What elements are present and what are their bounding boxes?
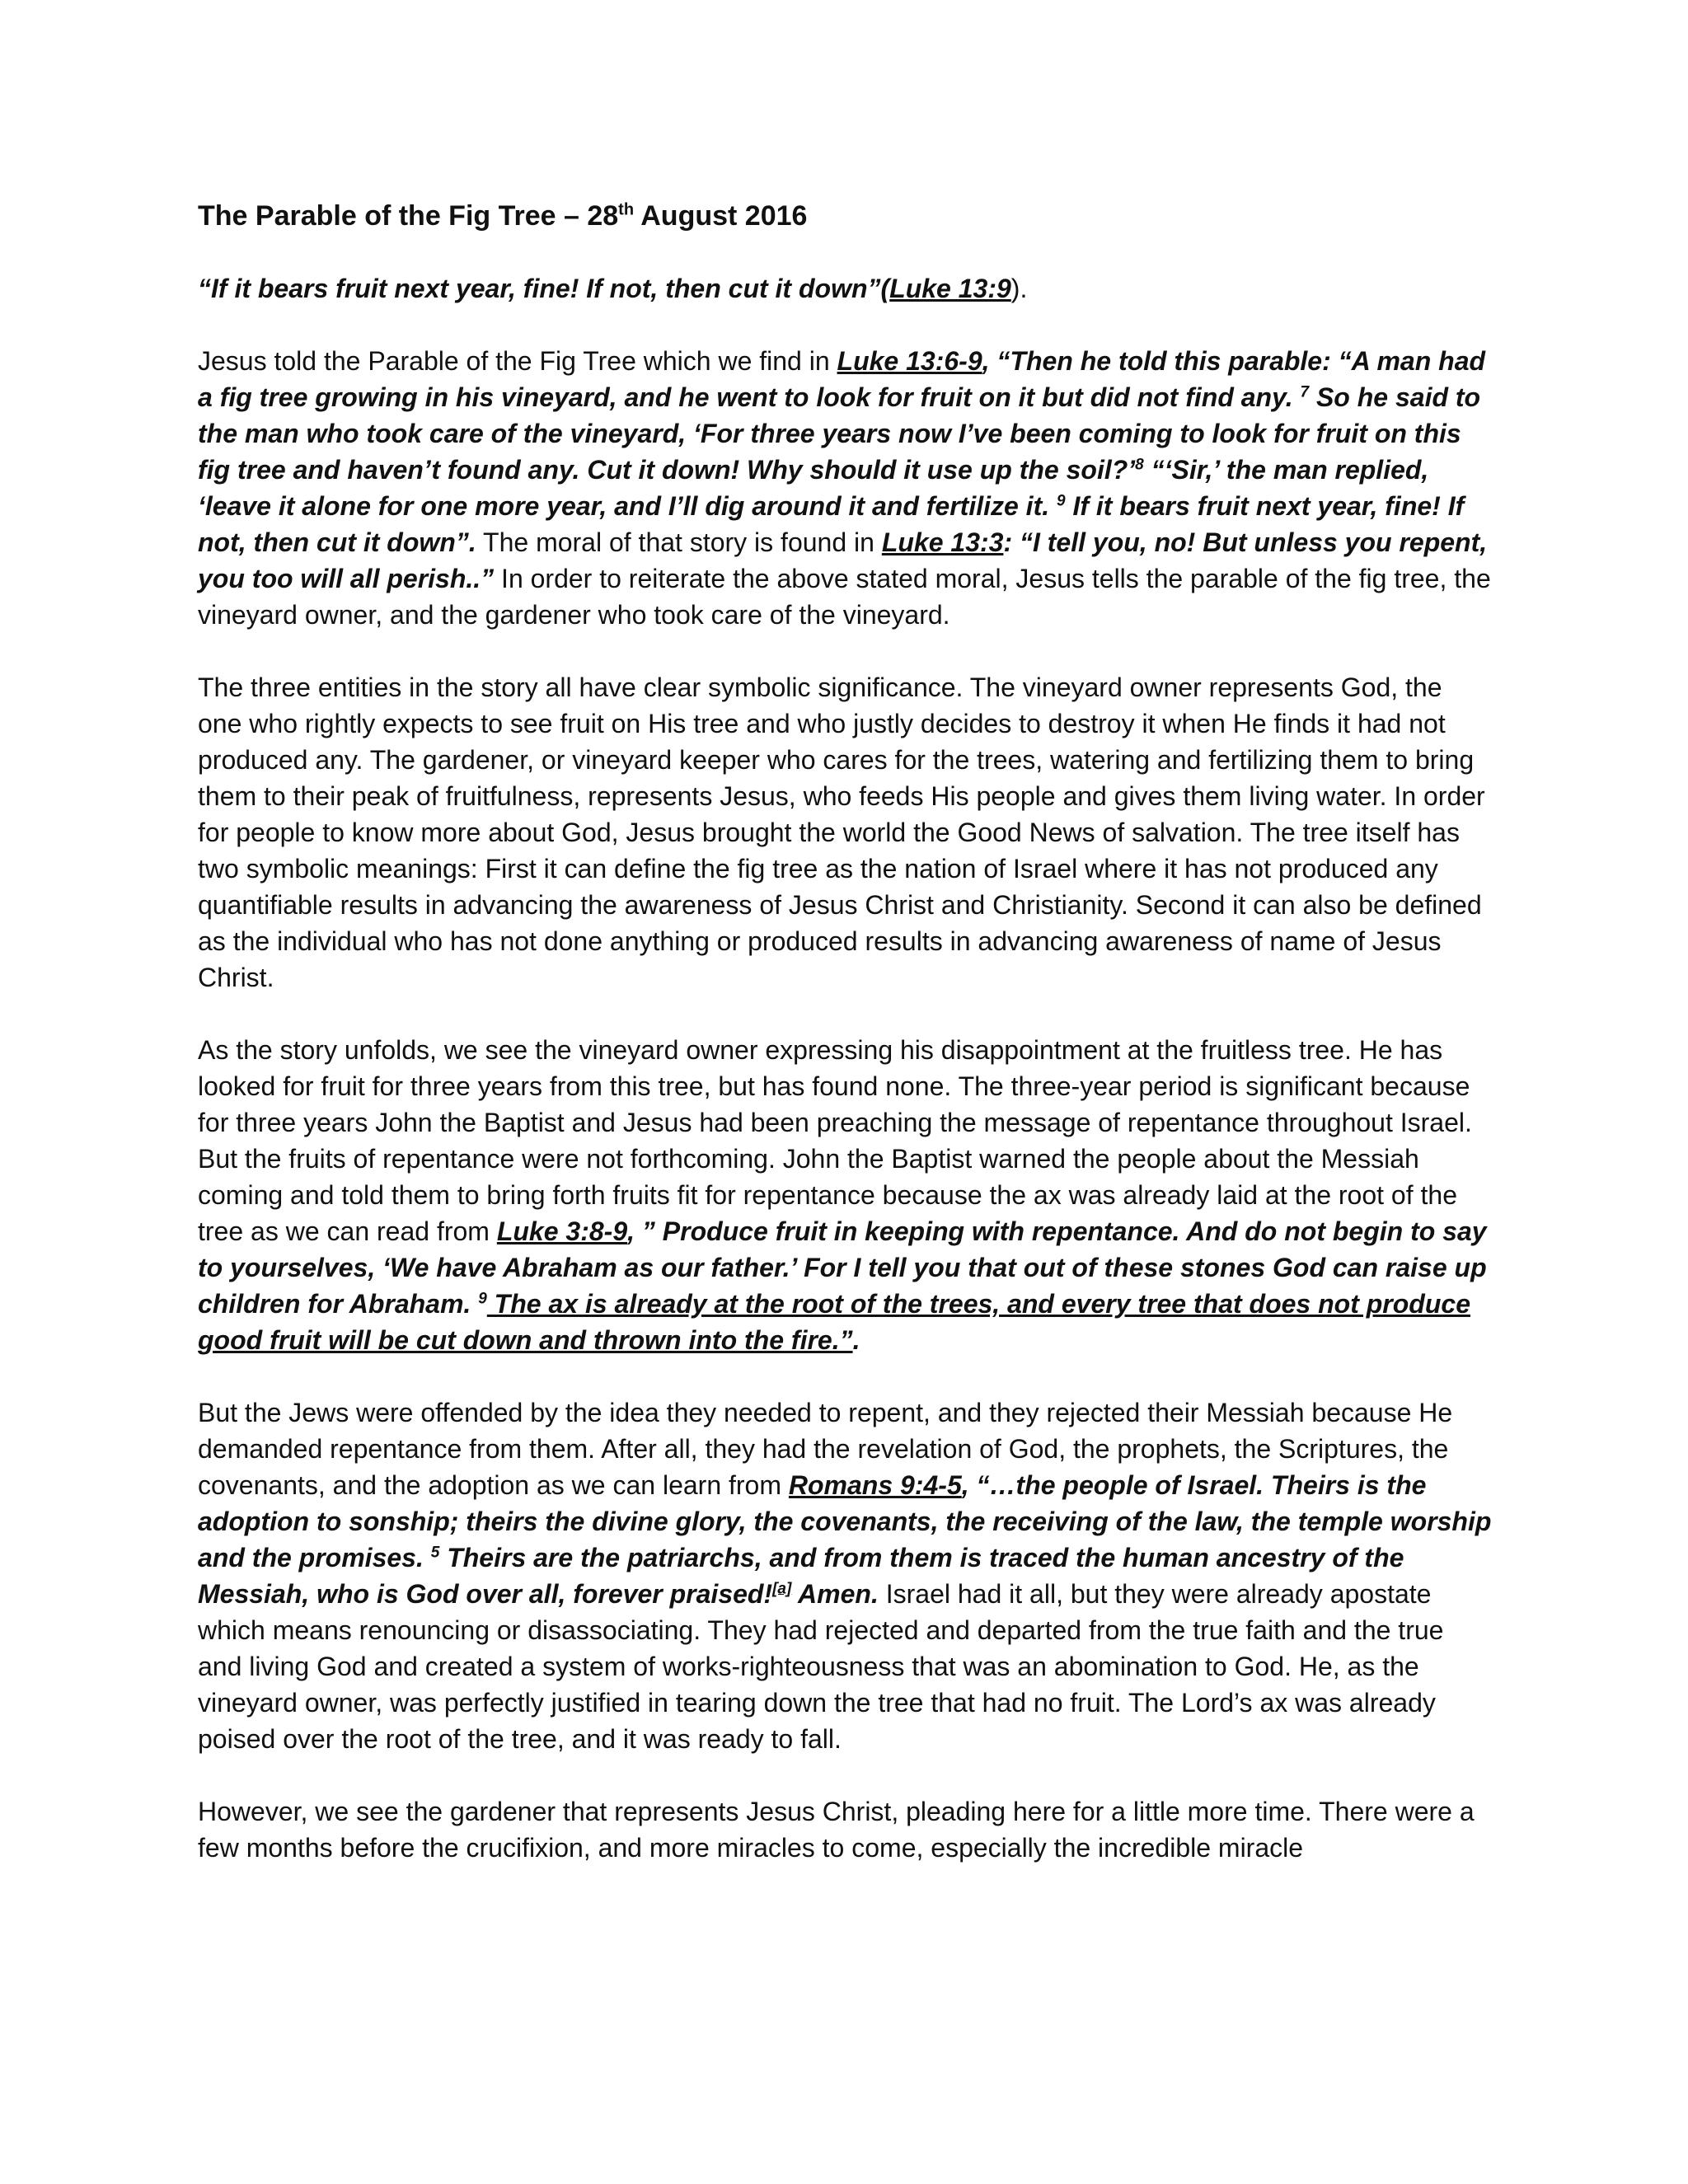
body-text: As the story unfolds, we see the vineyard owner expressing his disappointment at the fruitless tree. He has looked for fruit for three years from this tree, but has found none. The three-year period is significant because for three years John the Baptist and Jesus had been preaching the message of repentance throughout Israel. But the fruits of repentance were not forthcoming. John the Baptist warned the people about the Messiah coming and told them to bring forth fruits fit for repentance because the ax was already laid at the root of the tree as we can read from — [198, 1035, 1472, 1246]
scripture-quote: Amen. — [791, 1579, 879, 1609]
scripture-quote-underlined: The ax is already at the root of the trees, and every tree that does not produce good fruit will be cut down and thrown into the fire.” — [198, 1289, 1470, 1355]
quote-end: . — [852, 1325, 860, 1355]
title-superscript: th — [618, 200, 635, 219]
verse-number: 5 — [430, 1544, 440, 1562]
scripture-reference-link[interactable]: Luke 13:9 — [889, 274, 1011, 303]
body-text: Israel had it all, but they were already apostate which means renouncing or disassociating. They had rejected and departed from the true faith and the true and living God and created a system of works-righteousness that was an abomination to God. He, as the vineyard owner, was perfectly justified in tearing down the tree that had no fruit. The Lord’s ax was already poised over the root of the tree, and it was ready to fall. — [198, 1579, 1444, 1754]
scripture-quote: “‘Sir,’ the man replied, ‘leave it alone for one more year, and I’ll dig around it and fertilize it. — [198, 455, 1429, 521]
paragraph-5: However, we see the gardener that represents Jesus Christ, pleading here for a little more time. There were a few months before the crucifixion, and more miracles to come, especially the incredible miracle — [198, 1797, 1475, 1863]
footnote-link[interactable]: [a] — [772, 1580, 792, 1598]
verse-number: 9 — [1057, 492, 1066, 510]
scripture-quote: : “I tell you, no! But unless you repent, you too will all perish..” — [198, 527, 1488, 593]
paragraph-1 — [198, 343, 1492, 633]
epigraph — [198, 270, 1492, 307]
scripture-quote: , “Then he told this parable: “A man had a fig tree growing in his vineyard, and he went to look for fruit on it but did not find any. — [198, 346, 1486, 412]
title-text: The Parable of the Fig Tree – 28 — [198, 200, 619, 232]
scripture-reference-link[interactable]: Luke 3:8-9 — [496, 1216, 628, 1246]
scripture-quote: If it bears fruit next year, fine! If not, then cut it down”. — [198, 491, 1465, 557]
paragraph-3 — [198, 1032, 1492, 1358]
document-page — [198, 198, 1492, 1902]
page-title — [198, 198, 1492, 234]
verse-number: 9 — [478, 1290, 487, 1308]
body-text: The moral of that story is found in — [476, 527, 882, 557]
verse-number: 8 — [1135, 456, 1144, 474]
paragraph-2: The three entities in the story all have clear symbolic significance. The vineyard owner represents God, the one who rightly expects to see fruit on His tree and who justly decides to destroy it when He finds it had not produced any. The gardener, or vineyard keeper who cares for the trees, watering and fertilizing them to bring them to their peak of fruitfulness, represents Jesus, who feeds His people and gives them living water. In order for people to know more about God, Jesus brought the world the Good News of salvation. The tree itself has two symbolic meanings: First it can define the fig tree as the nation of Israel where it has not produced any quantifiable results in advancing the awareness of Jesus Christ and Christianity. Second it can also be defined as the individual who has not done anything or produced results in advancing awareness of name of Jesus Christ. — [198, 673, 1485, 992]
scripture-reference-link[interactable]: Romans 9:4-5 — [788, 1470, 962, 1500]
scripture-quote: Theirs are the patriarchs, and from them is traced the human ancestry of the Messiah, who is God over all, forever praised! — [198, 1543, 1404, 1609]
body-text: Jesus told the Parable of the Fig Tree which we find in — [198, 346, 837, 376]
scripture-quote: , “…the people of Israel. Theirs is the adoption to sonship; theirs the divine glory, the covenants, the receiving of the law, the temple worship and the promises. — [198, 1470, 1492, 1572]
scripture-quote: So he said to the man who took care of the vineyard, ‘For three years now I’ve been coming to look for fruit on this fig tree and haven’t found any. Cut it down! Why should it use up the soil?’ — [198, 382, 1481, 485]
scripture-quote: , ” Produce fruit in keeping with repentance. And do not begin to say to yourselves, ‘We have Abraham as our father.’ For I tell you that out of these stones God can raise up children for Abraham. — [198, 1216, 1487, 1319]
body-text: In order to reiterate the above stated moral, Jesus tells the parable of the fig tree, the vineyard owner, and the gardener who took care of the vineyard. — [198, 564, 1491, 630]
epigraph-close: ). — [1010, 274, 1028, 303]
body-text: But the Jews were offended by the idea they needed to repent, and they rejected their Messiah because He demanded repentance from them. After all, they had the revelation of God, the prophets, the Scriptures, the covenants, and the adoption as we can learn from — [198, 1398, 1453, 1500]
epigraph-quote: “If it bears fruit next year, fine! If not, then cut it down”( — [198, 274, 890, 303]
verse-number: 7 — [1300, 383, 1310, 401]
paragraph-4 — [198, 1394, 1492, 1757]
title-date: August 2016 — [634, 200, 808, 232]
scripture-reference-link[interactable]: Luke 13:3 — [881, 527, 1004, 557]
scripture-reference-link[interactable]: Luke 13:6-9 — [837, 346, 982, 376]
